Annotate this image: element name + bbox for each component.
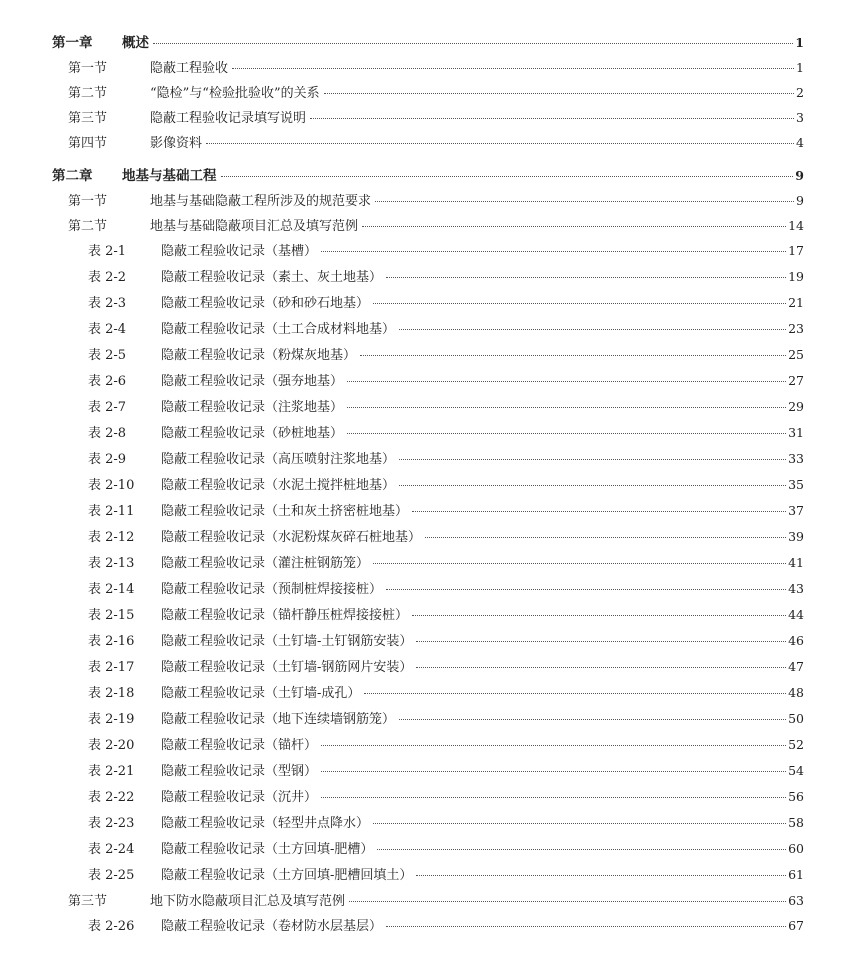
table-entry[interactable]: [52, 524, 804, 550]
page-number: 48: [788, 685, 804, 700]
table-number: 表 2-4: [88, 322, 127, 337]
table-title: 隐蔽工程验收记录（土方回填-肥槽回填土）: [161, 868, 413, 883]
page-number: 39: [788, 529, 804, 544]
table-number: 表 2-25: [88, 868, 135, 883]
dot-leader: [364, 693, 786, 694]
dot-leader: [386, 589, 786, 590]
section-number: 第一节: [68, 61, 108, 76]
table-title: 隐蔽工程验收记录（水泥土搅拌桩地基）: [161, 478, 396, 493]
table-entry[interactable]: [52, 784, 804, 810]
table-title: 隐蔽工程验收记录（锚杆静压桩焊接接桩）: [161, 608, 409, 623]
table-title: 隐蔽工程验收记录（强夯地基）: [161, 374, 344, 389]
dot-leader: [373, 303, 786, 304]
table-number: 表 2-15: [88, 608, 135, 623]
page-number: 67: [788, 918, 804, 933]
page-number: 23: [788, 321, 804, 336]
page-number: 61: [788, 867, 804, 882]
dot-leader: [206, 143, 794, 144]
table-title: 隐蔽工程验收记录（灌注桩钢筋笼）: [161, 556, 370, 571]
page-number: 46: [788, 633, 804, 648]
section-title: 隐蔽工程验收记录填写说明: [150, 111, 307, 126]
table-number: 表 2-2: [88, 270, 127, 285]
dot-leader: [324, 93, 794, 94]
dot-leader: [362, 226, 786, 227]
section-number: 第四节: [68, 136, 108, 151]
table-number: 表 2-3: [88, 296, 127, 311]
table-number: 表 2-17: [88, 660, 135, 675]
dot-leader: [373, 823, 786, 824]
table-number: 表 2-7: [88, 400, 127, 415]
section-entry[interactable]: [52, 105, 804, 130]
table-title: 隐蔽工程验收记录（水泥粉煤灰碎石桩地基）: [161, 530, 422, 545]
table-number: 表 2-24: [88, 842, 135, 857]
page-number: 1: [796, 60, 804, 75]
table-entry[interactable]: [52, 836, 804, 862]
table-entry[interactable]: [52, 394, 804, 420]
page-number: 3: [796, 110, 804, 125]
table-entry[interactable]: [52, 472, 804, 498]
page-number: 19: [788, 269, 804, 284]
dot-leader: [360, 355, 786, 356]
table-title: 隐蔽工程验收记录（土钉墙-土钉钢筋安装）: [161, 634, 413, 649]
table-number: 表 2-1: [88, 244, 127, 259]
section-entry[interactable]: [52, 188, 804, 213]
section-title: “隐检”与“检验批验收”的关系: [150, 86, 320, 101]
page-number: 2: [796, 85, 804, 100]
page-number: 60: [788, 841, 804, 856]
section-entry[interactable]: [52, 130, 804, 155]
table-entry[interactable]: [52, 628, 804, 654]
table-title: 隐蔽工程验收记录（粉煤灰地基）: [161, 348, 357, 363]
dot-leader: [416, 641, 786, 642]
table-entry[interactable]: [52, 550, 804, 576]
dot-leader: [153, 43, 793, 44]
dot-leader: [321, 797, 786, 798]
table-title: 隐蔽工程验收记录（锚杆）: [161, 738, 318, 753]
table-title: 隐蔽工程验收记录（地下连续墙钢筋笼）: [161, 712, 396, 727]
table-number: 表 2-26: [88, 919, 135, 934]
section-title: 影像资料: [150, 136, 203, 151]
section-number: 第二节: [68, 219, 108, 234]
page-number: 14: [788, 218, 804, 233]
table-number: 表 2-14: [88, 582, 135, 597]
dot-leader: [232, 68, 794, 69]
table-entry[interactable]: [52, 420, 804, 446]
table-entry[interactable]: [52, 862, 804, 888]
table-entry[interactable]: [52, 810, 804, 836]
dot-leader: [399, 329, 786, 330]
table-number: 表 2-11: [88, 504, 135, 519]
table-title: 隐蔽工程验收记录（土工合成材料地基）: [161, 322, 396, 337]
page-number: 54: [788, 763, 804, 778]
table-number: 表 2-19: [88, 712, 135, 727]
page-number: 50: [788, 711, 804, 726]
section-title: 地基与基础隐蔽项目汇总及填写范例: [150, 219, 359, 234]
table-title: 隐蔽工程验收记录（卷材防水层基层）: [161, 919, 383, 934]
dot-leader: [349, 901, 786, 902]
page-number: 37: [788, 503, 804, 518]
table-title: 隐蔽工程验收记录（预制桩焊接接桩）: [161, 582, 383, 597]
dot-leader: [412, 511, 786, 512]
page-number: 31: [788, 425, 804, 440]
dot-leader: [321, 771, 786, 772]
dot-leader: [310, 118, 794, 119]
dot-leader: [399, 719, 786, 720]
page-number: 27: [788, 373, 804, 388]
table-entry[interactable]: [52, 913, 804, 939]
dot-leader: [373, 563, 786, 564]
section-number: 第三节: [68, 111, 108, 126]
dot-leader: [321, 745, 786, 746]
chapter-1-entry[interactable]: [52, 30, 804, 55]
page-number: 29: [788, 399, 804, 414]
page-number: 4: [796, 135, 804, 150]
page-number: 43: [788, 581, 804, 596]
table-number: 表 2-23: [88, 816, 135, 831]
table-number: 表 2-5: [88, 348, 127, 363]
table-entry[interactable]: [52, 446, 804, 472]
page-number: 1: [795, 35, 804, 50]
page-number: 21: [788, 295, 804, 310]
table-entry[interactable]: [52, 576, 804, 602]
page-number: 41: [788, 555, 804, 570]
table-title: 隐蔽工程验收记录（素土、灰土地基）: [161, 270, 383, 285]
table-title: 隐蔽工程验收记录（土钉墙-钢筋网片安装）: [161, 660, 413, 675]
table-title: 隐蔽工程验收记录（基槽）: [161, 244, 318, 259]
table-number: 表 2-12: [88, 530, 135, 545]
section-title: 地基与基础隐蔽工程所涉及的规范要求: [150, 194, 372, 209]
section-number: 第三节: [68, 894, 108, 909]
section-number: 第二节: [68, 86, 108, 101]
table-entry[interactable]: [52, 342, 804, 368]
table-entry[interactable]: [52, 498, 804, 524]
table-title: 隐蔽工程验收记录（砂和砂石地基）: [161, 296, 370, 311]
dot-leader: [221, 176, 794, 177]
page-number: 17: [788, 243, 804, 258]
table-title: 隐蔽工程验收记录（土钉墙-成孔）: [161, 686, 361, 701]
dot-leader: [377, 849, 786, 850]
table-title: 隐蔽工程验收记录（型钢）: [161, 764, 318, 779]
page-number: 9: [796, 193, 804, 208]
table-title: 隐蔽工程验收记录（沉井）: [161, 790, 318, 805]
chapter-title: 地基与基础工程: [122, 168, 217, 184]
table-entry[interactable]: [52, 758, 804, 784]
chapter-2-entry[interactable]: [52, 163, 804, 188]
section-number: 第一节: [68, 194, 108, 209]
dot-leader: [416, 875, 786, 876]
table-number: 表 2-20: [88, 738, 135, 753]
page-number: 58: [788, 815, 804, 830]
table-title: 隐蔽工程验收记录（高压喷射注浆地基）: [161, 452, 396, 467]
section-title: 地下防水隐蔽项目汇总及填写范例: [150, 894, 346, 909]
dot-leader: [386, 926, 786, 927]
dot-leader: [399, 459, 786, 460]
table-entry[interactable]: [52, 368, 804, 394]
table-entry[interactable]: [52, 264, 804, 290]
table-number: 表 2-16: [88, 634, 135, 649]
dot-leader: [375, 201, 794, 202]
dot-leader: [321, 251, 786, 252]
page-number: 33: [788, 451, 804, 466]
table-entry[interactable]: [52, 732, 804, 758]
page-number: 63: [788, 893, 804, 908]
page-number: 52: [788, 737, 804, 752]
page-number: 9: [795, 168, 804, 183]
table-title: 隐蔽工程验收记录（土方回填-肥槽）: [161, 842, 374, 857]
table-entry[interactable]: [52, 706, 804, 732]
table-number: 表 2-6: [88, 374, 127, 389]
section-entry[interactable]: [52, 888, 804, 913]
table-entry[interactable]: [52, 602, 804, 628]
table-number: 表 2-9: [88, 452, 127, 467]
table-title: 隐蔽工程验收记录（注浆地基）: [161, 400, 344, 415]
page-number: 44: [788, 607, 804, 622]
chapter-number: 第二章: [52, 168, 93, 184]
dot-leader: [416, 667, 786, 668]
dot-leader: [399, 485, 786, 486]
page-number: 35: [788, 477, 804, 492]
chapter-title: 概述: [122, 35, 149, 51]
page-number: 25: [788, 347, 804, 362]
section-entry[interactable]: [52, 213, 804, 238]
page-number: 47: [788, 659, 804, 674]
chapter-number: 第一章: [52, 35, 93, 51]
dot-leader: [425, 537, 786, 538]
dot-leader: [347, 407, 786, 408]
table-number: 表 2-13: [88, 556, 135, 571]
table-title: 隐蔽工程验收记录（轻型井点降水）: [161, 816, 370, 831]
page-number: 56: [788, 789, 804, 804]
table-number: 表 2-10: [88, 478, 135, 493]
table-number: 表 2-8: [88, 426, 127, 441]
dot-leader: [386, 277, 786, 278]
table-entry[interactable]: [52, 680, 804, 706]
section-entry[interactable]: [52, 55, 804, 80]
table-title: 隐蔽工程验收记录（砂桩地基）: [161, 426, 344, 441]
dot-leader: [347, 433, 786, 434]
dot-leader: [347, 381, 786, 382]
table-number: 表 2-18: [88, 686, 135, 701]
table-entry[interactable]: [52, 316, 804, 342]
section-entry[interactable]: [52, 80, 804, 105]
table-of-contents: [52, 30, 804, 939]
section-title: 隐蔽工程验收: [150, 61, 229, 76]
table-entry[interactable]: [52, 238, 804, 264]
table-number: 表 2-21: [88, 764, 135, 779]
table-number: 表 2-22: [88, 790, 135, 805]
table-entry[interactable]: [52, 654, 804, 680]
table-title: 隐蔽工程验收记录（土和灰土挤密桩地基）: [161, 504, 409, 519]
dot-leader: [412, 615, 786, 616]
table-entry[interactable]: [52, 290, 804, 316]
